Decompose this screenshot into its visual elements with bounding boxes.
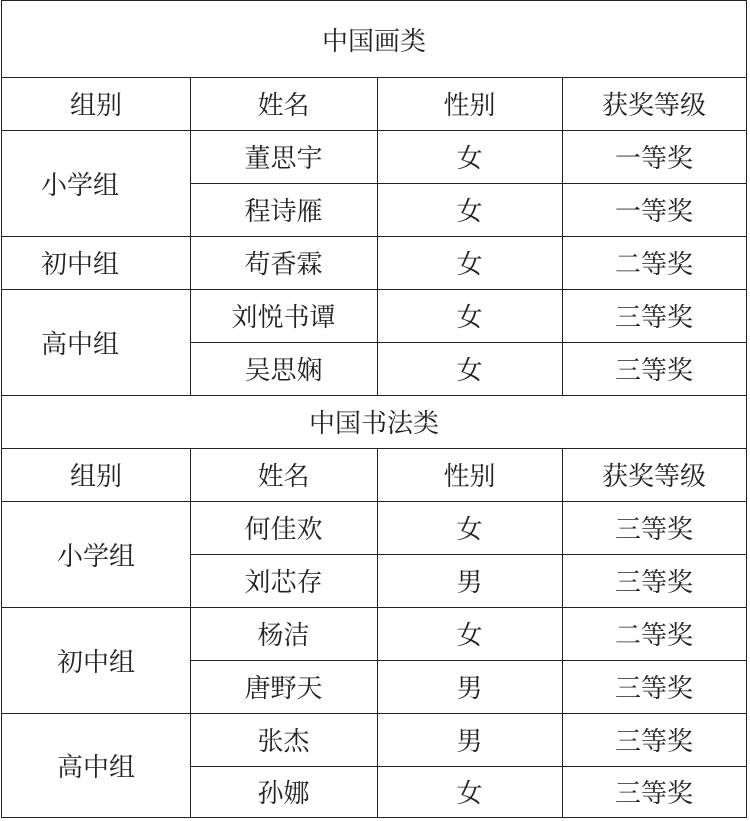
header-award: 获奖等级 bbox=[601, 462, 706, 492]
section-title-painting: 中国画类 bbox=[321, 26, 426, 57]
award-cell: 三等奖 bbox=[614, 779, 693, 809]
name-cell: 苟香霖 bbox=[244, 250, 323, 280]
section-title-calligraphy: 中国书法类 bbox=[308, 409, 439, 439]
gender-cell: 男 bbox=[456, 674, 483, 704]
header-gender: 性别 bbox=[443, 91, 496, 121]
award-cell: 三等奖 bbox=[614, 303, 693, 333]
header-award: 获奖等级 bbox=[601, 91, 706, 121]
name-cell: 张杰 bbox=[257, 727, 310, 757]
award-cell: 一等奖 bbox=[614, 144, 693, 174]
name-cell: 刘悦书谭 bbox=[231, 303, 336, 333]
name-cell: 杨洁 bbox=[257, 621, 310, 651]
name-cell: 程诗雁 bbox=[244, 197, 323, 227]
award-cell: 三等奖 bbox=[614, 727, 693, 757]
award-cell: 二等奖 bbox=[614, 250, 693, 280]
column-divider bbox=[562, 448, 563, 817]
gender-cell: 女 bbox=[456, 250, 483, 280]
name-cell: 何佳欢 bbox=[244, 515, 323, 545]
name-cell: 唐野天 bbox=[244, 674, 323, 704]
gender-cell: 女 bbox=[456, 303, 483, 333]
group-cell: 小学组 bbox=[40, 170, 119, 201]
column-divider bbox=[190, 77, 191, 395]
award-table bbox=[1, 0, 747, 818]
column-divider bbox=[377, 77, 378, 395]
gender-cell: 女 bbox=[456, 621, 483, 651]
header-name: 姓名 bbox=[257, 91, 310, 121]
column-divider bbox=[377, 448, 378, 817]
group-cell: 小学组 bbox=[56, 541, 135, 572]
group-cell: 高中组 bbox=[40, 329, 119, 360]
group-cell: 初中组 bbox=[56, 647, 135, 678]
name-cell: 吴思娴 bbox=[244, 356, 323, 386]
name-cell: 董思宇 bbox=[244, 144, 323, 174]
gender-cell: 女 bbox=[456, 515, 483, 545]
award-cell: 三等奖 bbox=[614, 515, 693, 545]
group-cell: 高中组 bbox=[56, 752, 135, 783]
group-cell: 初中组 bbox=[40, 250, 119, 280]
name-cell: 孙娜 bbox=[257, 779, 310, 809]
award-cell: 二等奖 bbox=[614, 621, 693, 651]
award-cell: 三等奖 bbox=[614, 674, 693, 704]
header-name: 姓名 bbox=[257, 462, 310, 492]
award-cell: 三等奖 bbox=[614, 356, 693, 386]
column-divider bbox=[190, 448, 191, 817]
gender-cell: 女 bbox=[456, 144, 483, 174]
award-cell: 三等奖 bbox=[614, 568, 693, 598]
gender-cell: 女 bbox=[456, 356, 483, 386]
name-cell: 刘芯存 bbox=[244, 568, 323, 598]
header-gender: 性别 bbox=[443, 462, 496, 492]
gender-cell: 男 bbox=[456, 568, 483, 598]
gender-cell: 女 bbox=[456, 197, 483, 227]
column-divider bbox=[562, 77, 563, 395]
header-group: 组别 bbox=[69, 462, 122, 492]
gender-cell: 女 bbox=[456, 779, 483, 809]
header-group: 组别 bbox=[69, 91, 122, 121]
award-cell: 一等奖 bbox=[614, 197, 693, 227]
gender-cell: 男 bbox=[456, 727, 483, 757]
